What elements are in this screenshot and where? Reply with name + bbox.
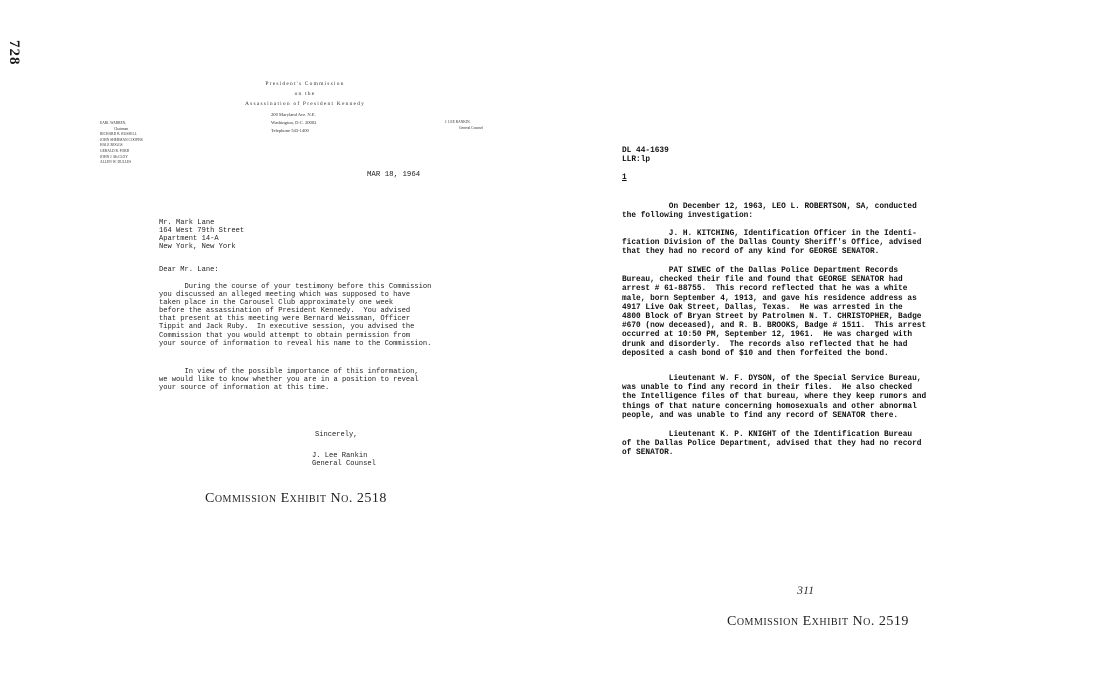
letter-signature: J. Lee Rankin General Counsel — [312, 452, 376, 469]
member-line: EARL WARREN, — [100, 121, 127, 125]
handwritten-number: 311 — [797, 583, 815, 597]
report-paragraph-1: On December 12, 1963, LEO L. ROBERTSON, SA, conducted the following investigation: — [622, 203, 917, 221]
letter-addressee: Mr. Mark Lane 164 West 79th Street Apartment 14-A New York, New York — [159, 219, 245, 252]
member-line: RICHARD B. RUSSELL — [100, 132, 137, 137]
letter-paragraph-1: During the course of your testimony before this Commission you discussed an alleged meeting which was supposed to have taken place in the Carousel Club approximately one week before the assassination of President Kennedy. You advised that present at this meeting were Bernard Weissman, Officer Tippit and Jack Ruby. In executive session, you advised the Commission that you would attempt to obtain permission from your source of information to reveal his name to the Commission. — [159, 283, 432, 348]
file-reference: DL 44-1639 LLR:lp — [622, 147, 669, 165]
member-line: HALE BOGGS — [100, 143, 123, 148]
letter-paragraph-2: In view of the possible importance of this information, we would like to know whether you are in a position to reveal your source of information at this time. — [159, 368, 419, 393]
report-page-number: 1 — [622, 174, 627, 182]
letterhead-line: on the — [294, 91, 316, 97]
member-line: JOHN J. McCLOY — [100, 154, 128, 159]
member-line: JOHN SHERMAN COOPER — [100, 137, 143, 142]
report-paragraph-2: J. H. KITCHING, Identification Officer in the Identi- fication Division of the Dallas County Sheriff's Office, advised that they had no record of any kind for GEORGE SENATOR. — [622, 230, 922, 257]
report-paragraph-5: Lieutenant K. P. KNIGHT of the Identification Bureau of the Dallas Police Department, advised that they had no record of SENATOR. — [622, 431, 922, 458]
letterhead-commission — [240, 79, 370, 109]
letter-date: MAR 18, 1964 — [367, 171, 421, 179]
counsel-line: J. LEE RANKIN, — [445, 120, 471, 124]
report-paragraph-3: PAT SIWEC of the Dallas Police Department Records Bureau, checked their file and found that GEORGE SENATOR had arrest # 61-88755. This record reflected that he was a white male, born September 4, 1913, and gave his residence address as 4917 Live Oak Street, Dallas, Texas. He was arrested in the 4800 Block of Bryan Street by Patrolmen N. T. CHRISTOPHER, Badge #670 (now deceased), and R. B. BROOKS, Badge # 1511. This arrest occurred at 10:50 PM, September 12, 1961. He was charged with drunk and disorderly. The records also reflected that he had deposited a cash bond of $10 and then forfeited the bond. — [622, 267, 927, 358]
report-paragraph-4: Lieutenant W. F. DYSON, of the Special Service Bureau, was unable to find any record in their files. He also checked the Intelligence files of that bureau, where they keep rumors and things of that nature concerning homosexuals and other abnormal people, and was unable to find any record of SENATOR there. — [622, 375, 927, 420]
counsel-line: General Counsel — [459, 125, 484, 130]
page-number: 728 — [6, 40, 22, 66]
address-line: 200 Maryland Ave. N.E. — [271, 112, 316, 117]
member-line: GERALD R. FORD — [100, 148, 130, 153]
letterhead-line: Assassination of President Kennedy — [244, 101, 366, 107]
letterhead-members — [100, 121, 143, 166]
exhibit-caption-2519: Commission Exhibit No. 2519 — [727, 614, 909, 629]
member-line: Chairman — [114, 126, 129, 131]
letterhead-line: President's Commission — [265, 81, 345, 87]
exhibit-caption-2518: Commission Exhibit No. 2518 — [205, 491, 387, 506]
letter-salutation: Dear Mr. Lane: — [159, 266, 219, 274]
letterhead-address — [271, 111, 316, 135]
letterhead-counsel — [445, 120, 483, 131]
letter-closing: Sincerely, — [315, 431, 358, 439]
address-line: Telephone 543-1400 — [271, 128, 309, 133]
member-line: ALLEN W. DULLES — [100, 160, 132, 165]
address-line: Washington, D.C. 20002 — [271, 120, 317, 125]
